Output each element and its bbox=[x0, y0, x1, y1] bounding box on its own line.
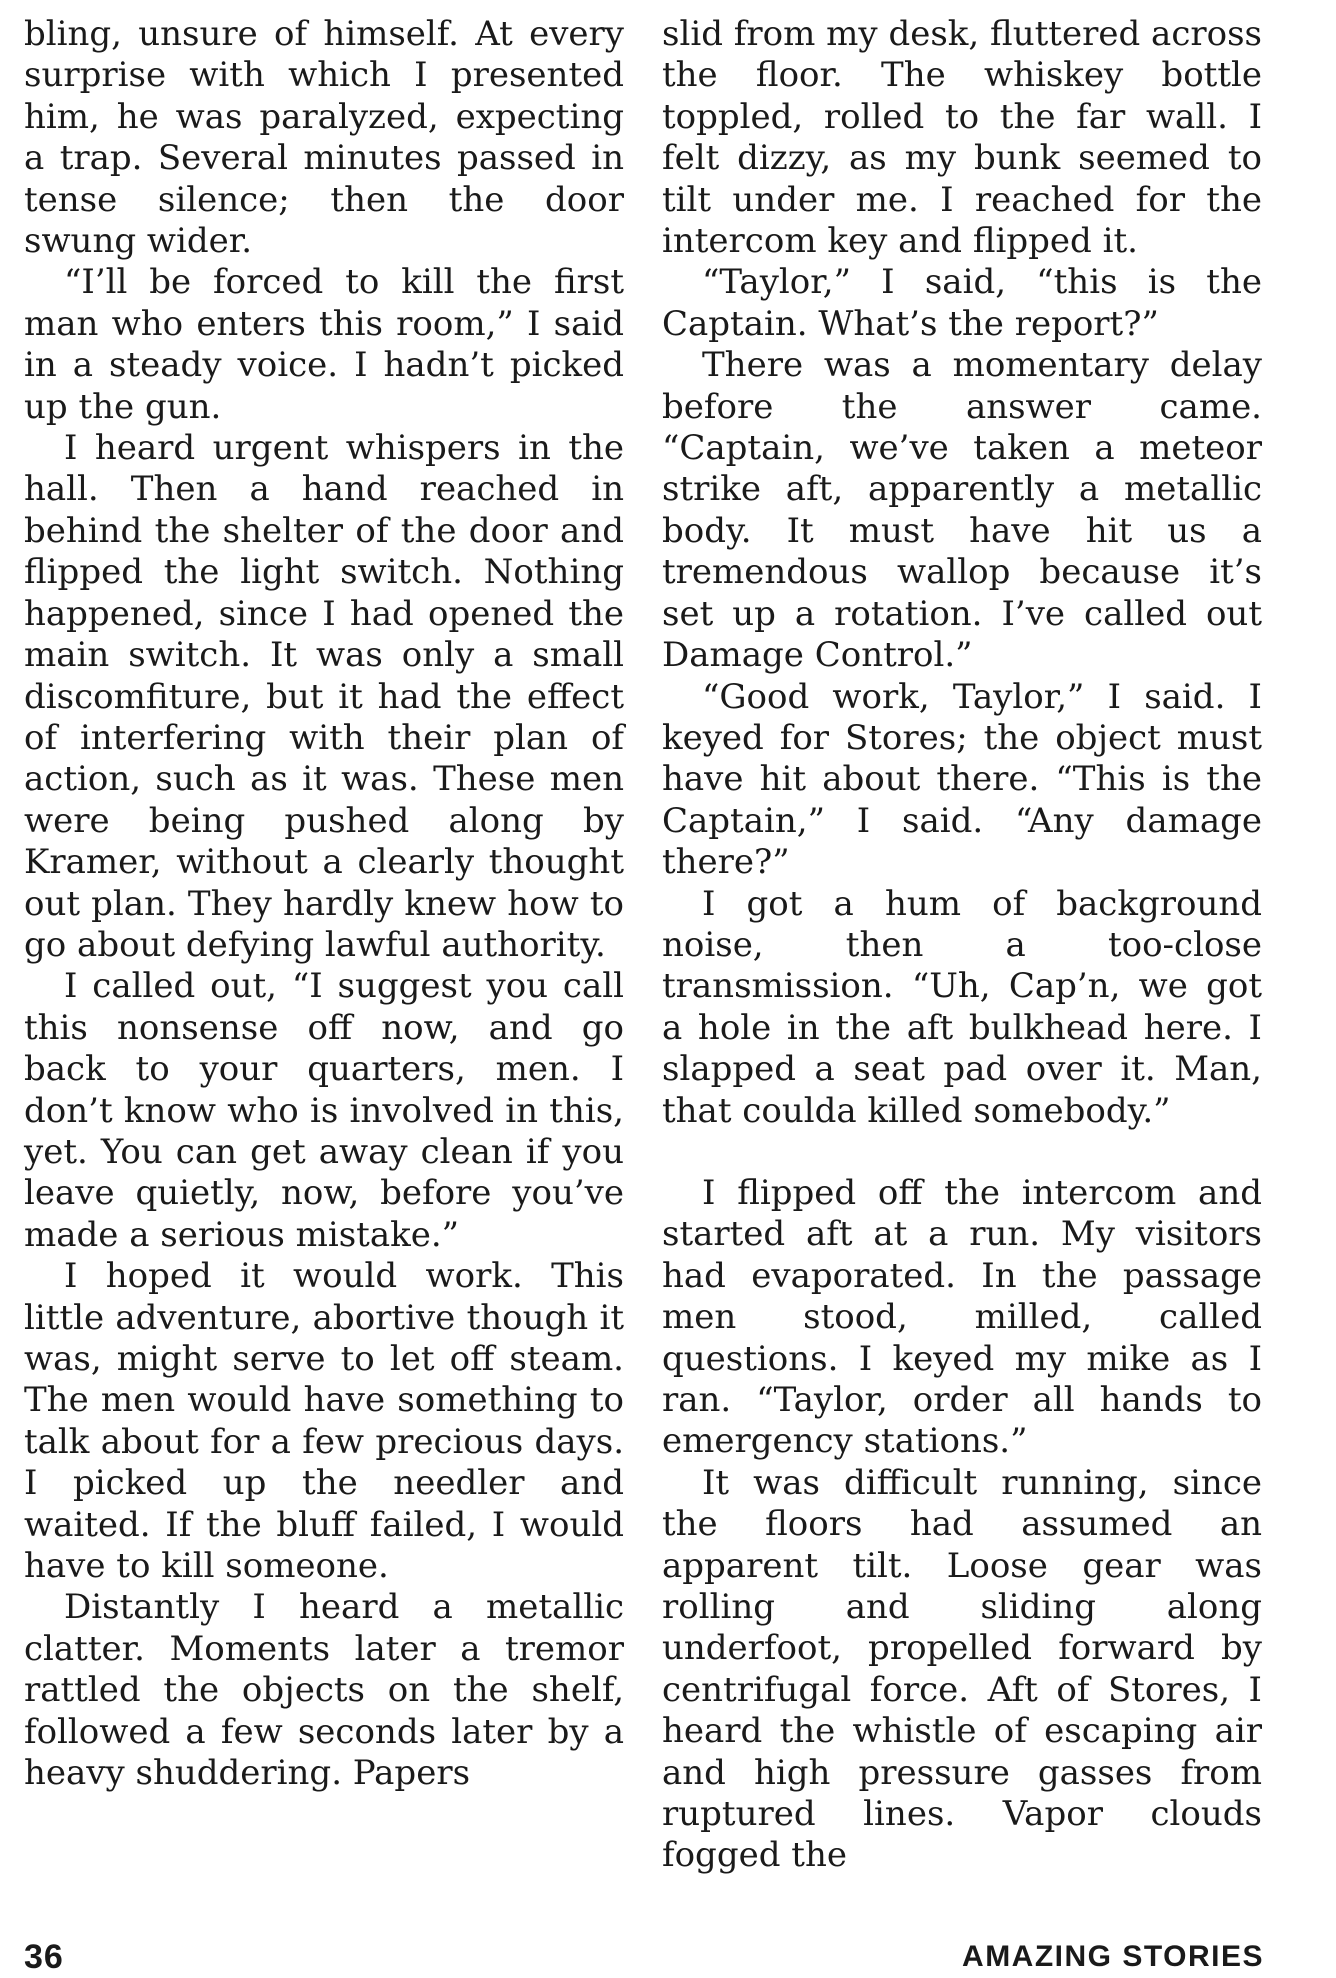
paragraph: I called out, “I suggest you call this nonsense off now, and go back to your quarters, men. I don’t know who is involved in this, yet. You can get away clean if you leave quietly, now, before you’ve made a serious mistake.” bbox=[24, 966, 624, 1255]
paragraph: Distantly I heard a metallic clatter. Moments later a tremor rattled the objects on the shelf, followed a few seconds later by a heavy shuddering. Papers bbox=[24, 1587, 624, 1794]
page-number: 36 bbox=[24, 1938, 64, 1976]
paragraph: bling, unsure of himself. At every surprise with which I presented him, he was paralyzed, expecting a trap. Several minutes passed in tense silence; then the door swung wider. bbox=[24, 14, 624, 262]
paragraph: “I’ll be forced to kill the first man who enters this room,” I said in a steady voice. I hadn’t picked up the gun. bbox=[24, 262, 624, 427]
paragraph: “Good work, Taylor,” I said. I keyed for Stores; the object must have hit about there. “This is the Captain,” I said. “Any damage there?” bbox=[662, 676, 1262, 883]
paragraph: I heard urgent whispers in the hall. Then a hand reached in behind the shelter of the door and flipped the light switch. Nothing happened, since I had opened the main switch. It was only a small discomfiture, but it had the effect of interfering with their plan of action, such as it was. These men were being pushed along by Kramer, without a clearly thought out plan. They hardly knew how to go about defying lawful authority. bbox=[24, 428, 624, 965]
right-text-column bbox=[662, 14, 1262, 1877]
paragraph: I got a hum of background noise, then a too-close transmission. “Uh, Cap’n, we got a hole in the aft bulkhead here. I slapped a seat pad over it. Man, that coulda killed somebody.” bbox=[662, 883, 1262, 1131]
paragraph: slid from my desk, fluttered across the floor. The whiskey bottle toppled, rolled to the far wall. I felt dizzy, as my bunk seemed to tilt under me. I reached for the intercom key and flipped it. bbox=[662, 14, 1262, 262]
magazine-title: AMAZING STORIES bbox=[962, 1940, 1264, 1973]
page-footer bbox=[24, 1938, 1264, 1978]
paragraph: There was a momentary delay before the answer came. “Captain, we’ve taken a meteor strike aft, apparently a metallic body. It must have hit us a tremendous wallop because it’s set up a rotation. I’ve called out Damage Control.” bbox=[662, 345, 1262, 676]
left-text-column bbox=[24, 14, 624, 1794]
paragraph: I hoped it would work. This little adventure, abortive though it was, might serve to let off steam. The men would have something to talk about for a few precious days. I picked up the needler and waited. If the bluff failed, I would have to kill someone. bbox=[24, 1256, 624, 1587]
paragraph: I flipped off the intercom and started aft at a run. My visitors had evaporated. In the passage men stood, milled, called questions. I keyed my mike as I ran. “Taylor, order all hands to emergency stations.” bbox=[662, 1172, 1262, 1462]
paragraph: It was difficult running, since the floors had assumed an apparent tilt. Loose gear was rolling and sliding along underfoot, propelled forward by centrifugal force. Aft of Stores, I heard the whistle of escaping air and high pressure gasses from ruptured lines. Vapor clouds fogged the bbox=[662, 1462, 1262, 1876]
paragraph: “Taylor,” I said, “this is the Captain. What’s the report?” bbox=[662, 262, 1262, 344]
